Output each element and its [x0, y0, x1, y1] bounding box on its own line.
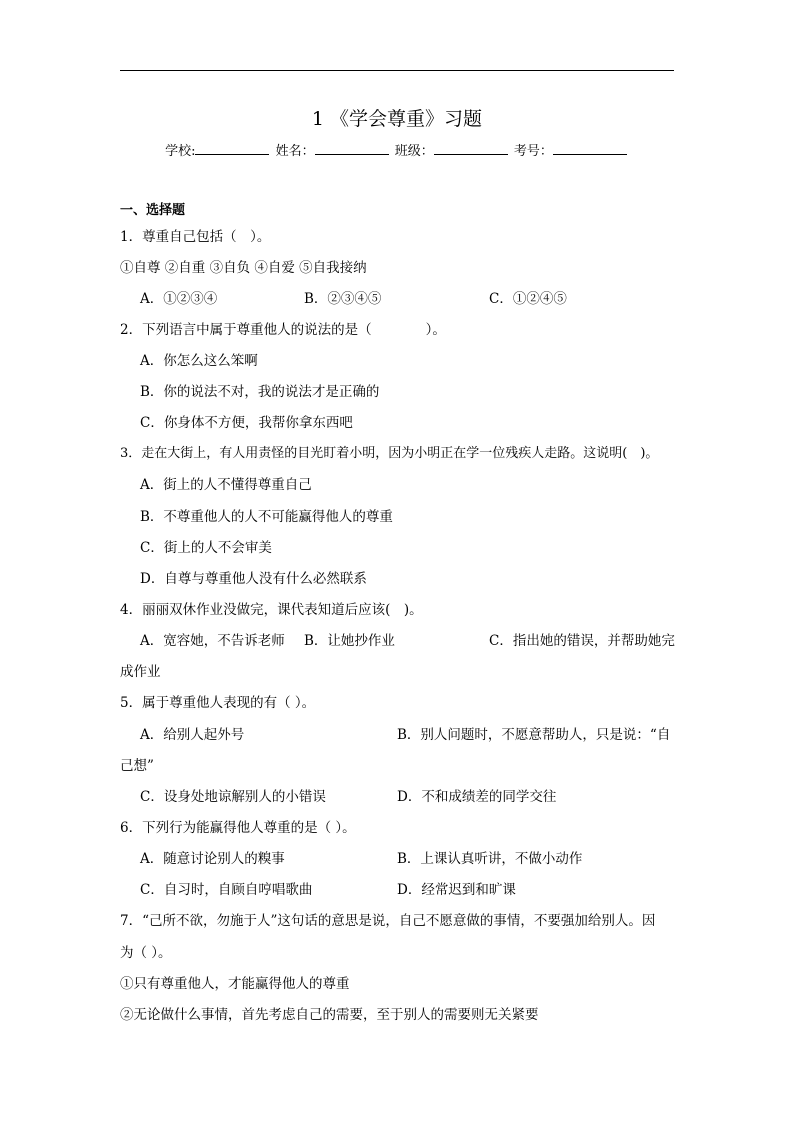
q5-option-b[interactable]: B．别人问题时，不愿意帮助人，只是说：“自	[397, 727, 671, 743]
q1-items: ①自尊 ②自重 ③自负 ④自爱 ⑤自我接纳	[120, 260, 367, 276]
q3-option-a[interactable]: A．街上的人不懂得尊重自己	[140, 477, 312, 493]
class-blank[interactable]	[434, 142, 508, 155]
q4-option-c-continued: 成作业	[120, 664, 161, 680]
name-label: 姓名：	[275, 144, 315, 159]
q7-item-2: ②无论做什么事情，首先考虑自己的需要，至于别人的需要则无关紧要	[120, 1007, 539, 1023]
q5-option-c[interactable]: C．设身处地谅解别人的小错误	[140, 789, 326, 805]
school-label: 学校:	[165, 144, 196, 159]
q1-option-a[interactable]: A．①②③④	[140, 291, 218, 307]
q2-option-c[interactable]: C．你身体不方便，我帮你拿东西吧	[140, 415, 353, 431]
q4-option-c[interactable]: C．指出她的错误，并帮助她完	[489, 633, 675, 649]
q4-stem: 4．丽丽双休作业没做完，课代表知道后应该( )。	[120, 602, 423, 618]
class-label: 班级：	[394, 144, 434, 159]
q2-option-a[interactable]: A．你怎么这么笨啊	[140, 353, 258, 369]
q5-option-d[interactable]: D．不和成绩差的同学交往	[397, 789, 557, 805]
q3-option-c[interactable]: C．街上的人不会审美	[140, 540, 272, 556]
q5-option-a[interactable]: A．给别人起外号	[140, 727, 245, 743]
q1-stem: 1．尊重自己包括（ ）。	[120, 229, 271, 245]
school-blank[interactable]	[195, 142, 269, 155]
q7-stem-continued: 为（ ）。	[120, 945, 172, 961]
q7-stem: 7．“己所不欲，勿施于人”这句话的意思是说，自己不愿意做的事情，不要强加给别人。因	[120, 913, 656, 929]
q5-option-b-continued: 己想”	[120, 758, 154, 774]
q6-option-c[interactable]: C．自习时，自顾自哼唱歌曲	[140, 882, 313, 898]
q3-stem: 3．走在大街上，有人用责怪的目光盯着小明，因为小明正在学一位残疾人走路。这说明( )。	[120, 446, 659, 461]
q2-option-b[interactable]: B．你的说法不对，我的说法才是正确的	[140, 384, 380, 400]
q1-option-b[interactable]: B．②③④⑤	[304, 291, 382, 307]
q6-option-a[interactable]: A．随意讨论别人的糗事	[140, 851, 285, 867]
exam-number-label: 考号：	[513, 144, 553, 159]
page-title: 1 《学会尊重》习题	[311, 108, 483, 130]
section-heading: 一、选择题	[120, 203, 186, 218]
q6-stem: 6．下列行为能赢得他人尊重的是（ ）。	[120, 820, 356, 836]
q5-stem: 5．属于尊重他人表现的有（ ）。	[120, 695, 316, 711]
q7-item-1: ①只有尊重他人，才能赢得他人的尊重	[120, 976, 350, 992]
q2-stem: 2．下列语言中属于尊重他人的说法的是（ ）。	[120, 322, 446, 338]
q3-option-b[interactable]: B．不尊重他人的人不可能赢得他人的尊重	[140, 509, 393, 525]
header-rule	[120, 70, 674, 71]
q6-option-d[interactable]: D．经常迟到和旷课	[397, 882, 516, 898]
student-info-line	[0, 140, 794, 159]
q6-option-b[interactable]: B．上课认真听讲，不做小动作	[397, 851, 583, 867]
q3-option-d[interactable]: D．自尊与尊重他人没有什么必然联系	[140, 571, 367, 587]
q1-option-c[interactable]: C．①②④⑤	[489, 291, 567, 307]
name-blank[interactable]	[315, 142, 389, 155]
q4-option-b[interactable]: B．让她抄作业	[304, 633, 395, 649]
exam-number-blank[interactable]	[553, 142, 627, 155]
q4-option-a[interactable]: A．宽容她，不告诉老师	[140, 633, 285, 649]
